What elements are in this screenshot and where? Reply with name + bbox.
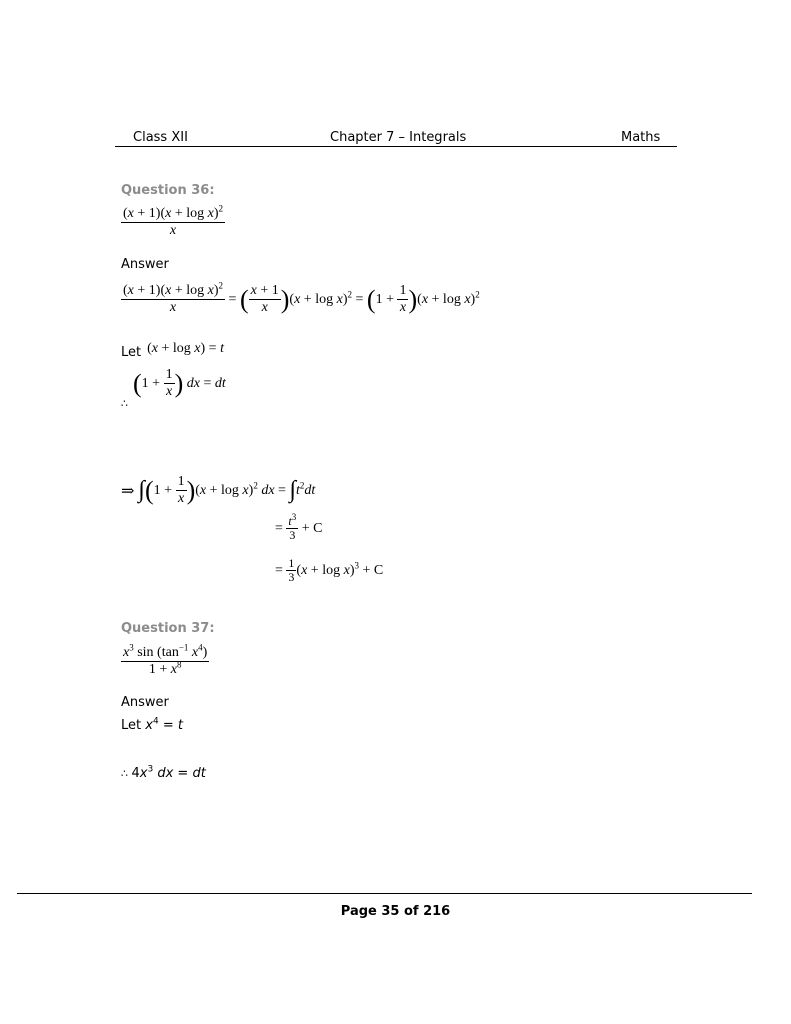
- answer-36-label: Answer: [121, 257, 169, 272]
- dt: dt: [192, 766, 206, 781]
- integral-step-2: = $\frac{t^3}{3}$ + C: [275, 512, 323, 542]
- variable-x: x: [139, 766, 148, 781]
- exponent: 3: [147, 764, 154, 775]
- differential-36: ( 1 + $\frac{1}{x}$ ) dx = dt: [133, 367, 226, 399]
- page-number: Page 35 of 216: [340, 904, 451, 919]
- header-chapter: Chapter 7 – Integrals: [330, 130, 467, 145]
- question-37-expression: $\frac{x^3 \sin (\tan^{-1} x^4)}{1 + x^8}$: [123, 642, 208, 677]
- coefficient: 4: [131, 766, 140, 781]
- dx: dx: [153, 766, 174, 781]
- therefore-symbol-37: ∴: [121, 767, 132, 780]
- footer-rule: [17, 893, 752, 894]
- header-subject: Maths: [621, 130, 661, 145]
- variable-t: t: [177, 718, 183, 733]
- answer-37-label: Answer: [121, 695, 169, 710]
- let-substitution-37: [121, 718, 183, 733]
- header-class: Class XII: [133, 130, 188, 145]
- answer-36-rewrite: $\frac{(x + 1)(x + \log x)^2}{x}$ = ( $\frac{x + 1}{x}$ ) $(x + \log x)^2$ = ( 1 + $\frac{1}{x}$ ) $(x + \log x)^2$: [123, 280, 480, 315]
- exponent: 4: [152, 716, 159, 727]
- integral-step-1: ⇒ ∫ ( 1 + $\frac{1}{x}$ ) $(x + \log x)^2$ dx = ∫ $t^2dt$: [121, 474, 316, 506]
- integral-step-3: = $\frac{1}{3}$ $(x + \log x)^3 + C$: [275, 556, 384, 584]
- question-37-heading: Question 37:: [121, 621, 215, 636]
- variable-x: x: [145, 718, 153, 733]
- question-36-heading: Question 36:: [121, 183, 215, 198]
- let-label: Let: [121, 345, 142, 360]
- equals: =: [158, 718, 178, 733]
- question-36-expression: $\frac{(x + 1)(x + \log x)^2}{x}$: [123, 203, 224, 238]
- equals: =: [173, 766, 193, 781]
- differential-37: [121, 766, 206, 781]
- let-substitution-36: Let (x + log x) = t: [121, 340, 224, 360]
- therefore-symbol: ∴: [121, 397, 128, 410]
- header-rule: [115, 146, 677, 147]
- let-prefix: Let: [121, 718, 146, 733]
